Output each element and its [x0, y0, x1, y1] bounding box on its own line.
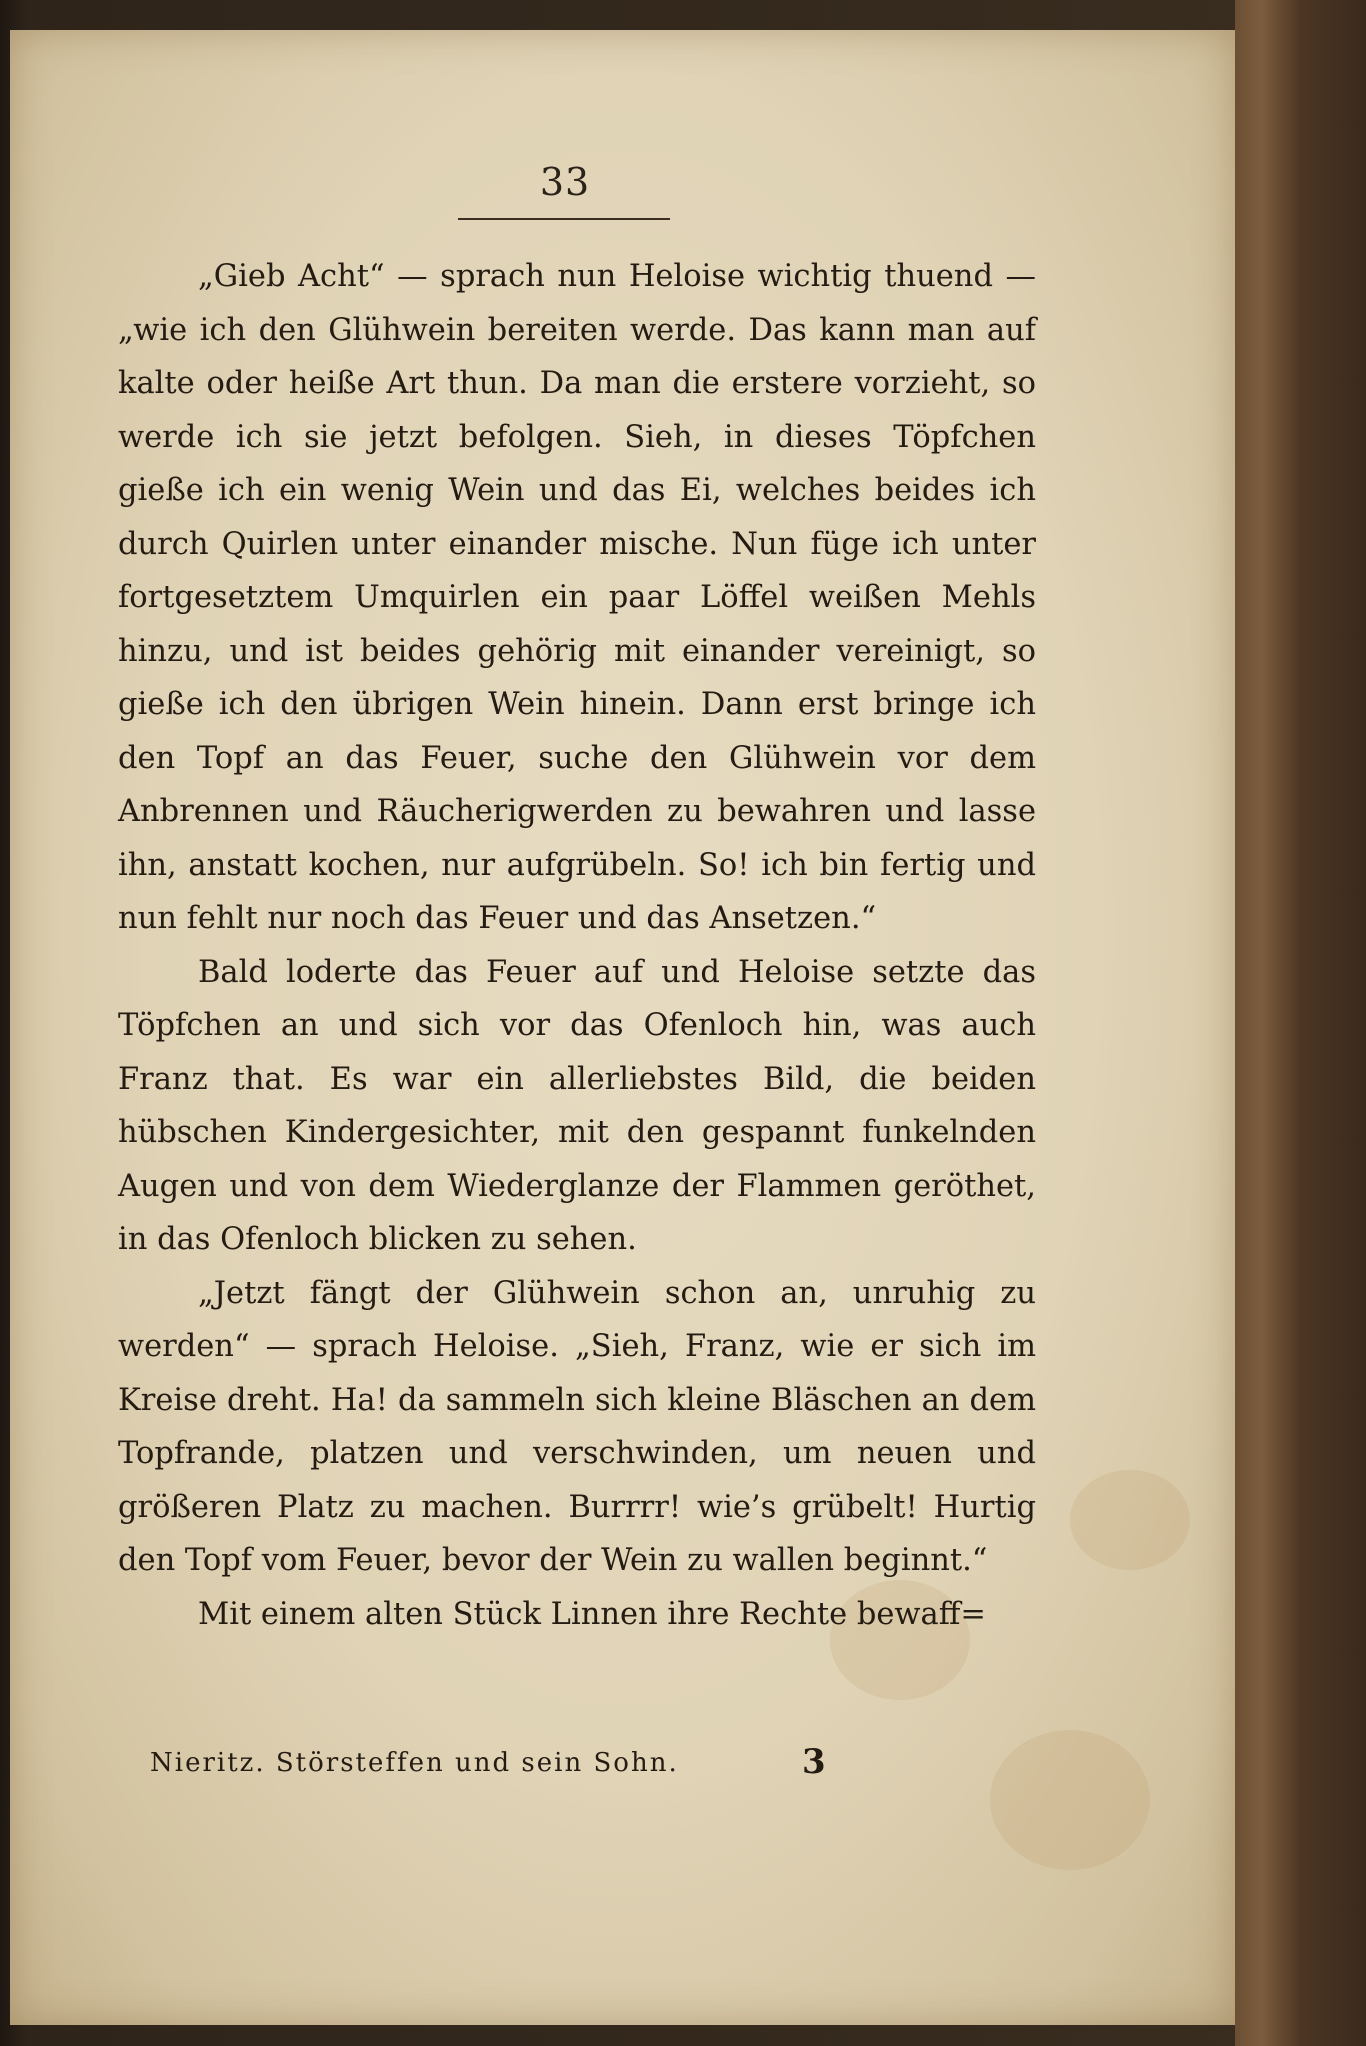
header-rule: [458, 218, 670, 220]
book-cover-edge: [1235, 0, 1366, 2046]
footer-signature: Nieritz. Störsteffen und sein Sohn.: [150, 1748, 679, 1778]
paragraph-2: Bald loderte das Feuer auf und Heloise setzte das Töpfchen an und sich vor das Ofenloch hin, was auch Franz that. Es war ein allerliebstes Bild, die beiden hübschen Kindergesichter, mit den gespannt funkelnden Augen und von dem Wiederglanze der Flammen geröthet, in das Ofenloch blicken zu sehen.: [118, 954, 1036, 1257]
paragraph-1: „Gieb Acht“ — sprach nun Heloise wichtig thuend — „wie ich den Glühwein bereiten werde. Das kann man auf kalte oder heiße Art thun. Da man die erstere vorzieht, so werde ich sie jetzt befolgen. Sieh, in dieses Töpfchen gieße ich ein wenig Wein und das Ei, welches beides ich durch Quirlen unter einander mische. Nun füge ich unter fortgesetztem Umquirlen ein paar Löffel weißen Mehls hinzu, und ist beides gehörig mit einander vereinigt, so gieße ich den übrigen Wein hinein. Dann erst bringe ich den Topf an das Feuer, suche den Glühwein vor dem Anbrennen und Räucherigwerden zu bewahren und lasse ihn, anstatt kochen, nur aufgrübeln. So! ich bin fertig und nun fehlt nur noch das Feuer und das Ansetzen.“: [118, 259, 1036, 936]
paper-stain: [1070, 1470, 1190, 1570]
page-number: 33: [539, 160, 591, 204]
book-page: [10, 30, 1235, 2025]
paragraph-3: „Jetzt fängt der Glühwein schon an, unruhig zu werden“ — sprach Heloise. „Sieh, Franz, wie er sich im Kreise dreht. Ha! da sammeln sich kleine Bläschen an dem Topfrande, platzen und verschwinden, um neuen und größeren Platz zu machen. Burrrr! wie’s grübelt! Hurtig den Topf vom Feuer, bevor der Wein zu wallen beginnt.“: [118, 1275, 1036, 1578]
paragraph-4: Mit einem alten Stück Linnen ihre Rechte bewaff=: [198, 1596, 986, 1632]
paper-stain: [990, 1730, 1150, 1870]
body-text: [118, 250, 1036, 1641]
sheet-number: 3: [802, 1742, 826, 1782]
